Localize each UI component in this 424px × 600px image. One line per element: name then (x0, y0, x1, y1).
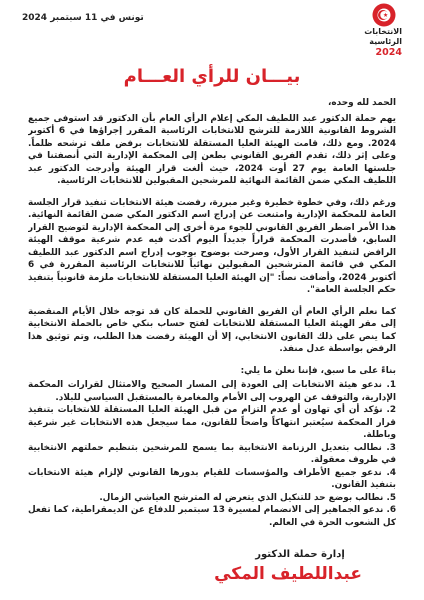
statement-body (28, 97, 396, 544)
list-item-text: ندعو جميع الأطراف والمؤسسات للقيام بدورها القانوني لإلزام هيئة الانتخابات بتنفيذ القانون. (28, 467, 396, 490)
paragraph: يهم حملة الدكتور عبد اللطيف المكي إعلام الرأي العام بأن الدكتور قد استوفى جميع الشروط القانونية اللازمة للترشح للانتخابات الرئاسية المقرر إجراؤها في 6 أكتوبر 2024. ومع ذلك، قامت الهيئة العليا المستقلة للانتخابات برفض ملف ترشحه ظلماً. وعلى إثر ذلك، تقدم الفريق القانوني بطعن إلى المحكمة الإدارية التي أنصفتنا في جلستها العامة يوم 27 أوت 2024، حيث ألغت قرار الهيئة وأدرجت الدكتور عبد اللطيف المكي ضمن القائمة النهائية للمرشحين المقبولين للانتخابات الرئاسية. (28, 113, 396, 186)
list-item-text: نطالب بوضع حد للتنكيل الذي يتعرض له المترشح العياشي الزمال. (99, 492, 384, 503)
list-item (28, 442, 396, 467)
declaration-intro: بناءً على ما سبق، فإننا نعلن ما يلي: (240, 365, 396, 376)
logo-text-presidential: الرئاسية (369, 37, 402, 46)
list-item-number: 2. (386, 405, 396, 415)
list-item (28, 379, 396, 404)
document-title: بيـــان للرأي العـــام (123, 66, 301, 87)
signature-block (214, 548, 362, 586)
list-item-number: 4. (386, 467, 396, 478)
list-item-number: 1. (386, 380, 396, 390)
tunisian-flag-emblem (372, 3, 396, 27)
paragraph: ورغم ذلك، وفي خطوة خطيرة وغير مبررة، رفضت هيئة الانتخابات تنفيذ قرار الجلسة العامة للمحكمة الإدارية وامتنعت عن إدراج اسم الدكتور المكي ضمن القائمة النهائية. هذا الأمر اضطر الفريق القانوني للجوء مرة أخرى إلى المحكمة الإدارية لتوضيح القرار السابق، فأصدرت المحكمة قراراً جديداً اليوم أكدت فيه عدم شرعية موقف الهيئة الرافض لتنفيذ القرار الأول، وصرحت بوضوح بوجوب إدراج اسم الدكتور عبد اللطيف المكي في قائمة المترشحين المقبولين نهائياً للانتخابات الرئاسية المقررة في 6 أكتوبر 2024، وأضافت نصاً: "إن الهيئة العليا المستقلة للانتخابات ملزمة قانونياً بتنفيذ حكم الجلسة العامة". (28, 197, 396, 295)
list-item (28, 492, 396, 505)
logo-text-elections: الانتخابات (364, 27, 402, 36)
list-item (28, 467, 396, 492)
elections-logo (354, 3, 402, 58)
greeting: الحمد لله وحده، (327, 98, 396, 108)
list-item-number: 6. (386, 505, 396, 515)
list-item-text: نطالب بتعديل الرزنامة الانتخابية بما يسمح للمرشحين بتنظيم حملتهم الانتخابية في ظروف معقولة. (28, 442, 396, 465)
list-item-text: ندعو هيئة الانتخابات إلى العودة إلى المسار الصحيح والامتثال لقرارات المحكمة الإدارية، والتوقف عن الهروب إلى الأمام والمغامرة بالمستقبل السياسي للبلاد. (28, 380, 396, 403)
list-item-text: نؤكد أن أي تهاون أو عدم التزام من قبل الهيئة العليا المستقلة للانتخابات بتنفيذ قرار المحكمة سيُعتبر انتهاكاً واضحاً للقانون، مما سيجعل هذه الانتخابات غير شرعية وباطلة. (28, 405, 396, 440)
list-item (28, 504, 396, 529)
paragraph: كما نعلم الرأي العام أن الفريق القانوني للحملة كان قد توجه خلال الأيام المنقضية إلى مقر الهيئة العليا المستقلة للانتخابات لفتح حساب بنكي خاص بالحملة الانتخابية كما ينص على ذلك القانون الانتخابي، إلا أن الهيئة رفضت هذا الطلب، وتم توثيق هذا الرفض بواسطة عدل منفذ. (28, 306, 396, 354)
signature-name: عبداللطيف المكي (214, 564, 362, 584)
document-date: تونس في 11 سبتمبر 2024 (22, 13, 144, 23)
list-item (28, 404, 396, 442)
list-item-number: 3. (386, 442, 396, 453)
signature-campaign-line: إدارة حملة الدكتور (255, 549, 345, 560)
list-item-number: 5. (386, 492, 396, 503)
list-item-text: ندعو الجماهير إلى الانضمام لمسيرة 13 سبتمبر للدفاع عن الديمقراطية، كما تفعل كل الشعوب الحرة في العالم. (28, 505, 396, 528)
logo-year: 2024 (375, 47, 402, 58)
